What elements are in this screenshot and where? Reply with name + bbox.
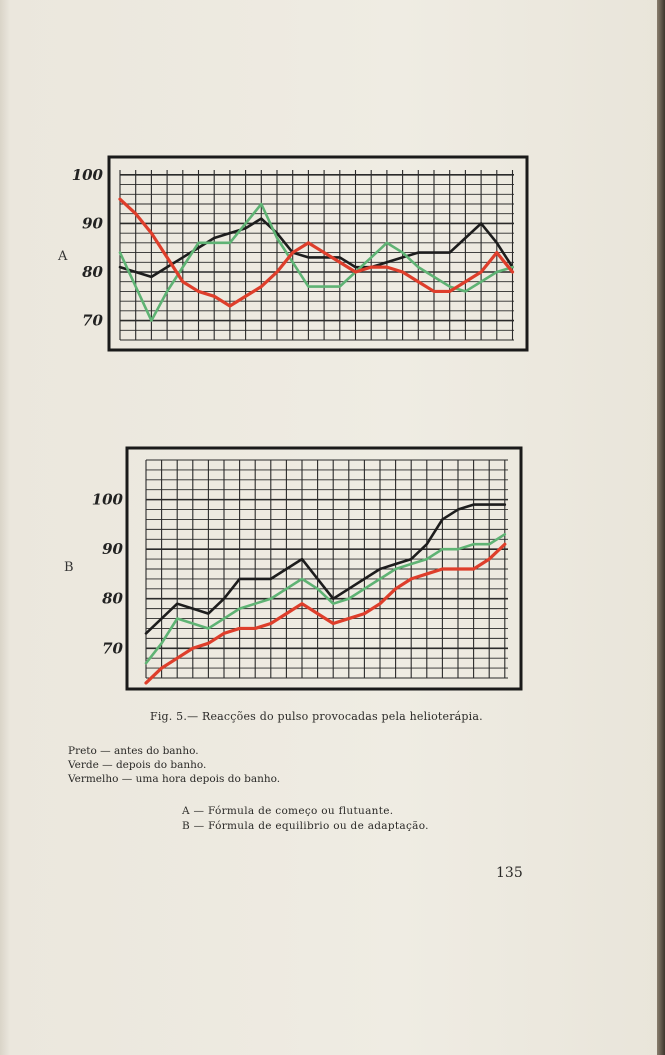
y-tick-label: 90	[102, 540, 123, 559]
chart-b-panel-label: B	[64, 560, 74, 575]
y-tick-label: 70	[102, 639, 123, 658]
formula-b: B — Fórmula de equilibrio ou de adaptação.	[182, 820, 429, 832]
figure-caption: Fig. 5.— Reacções do pulso provocadas pela helioterápia.	[150, 710, 483, 723]
series-line-red	[146, 544, 505, 683]
y-tick-label: 70	[82, 311, 103, 330]
formula-a: A — Fórmula de começo ou flutuante.	[182, 805, 394, 817]
legend-green: Verde — depois do banho.	[68, 759, 207, 771]
y-tick-label: 80	[102, 589, 123, 608]
legend-red: Vermelho — uma hora depois do banho.	[68, 773, 281, 785]
chart-a-panel-label: A	[58, 249, 68, 264]
y-tick-label: 80	[82, 263, 103, 281]
y-tick-label: 90	[82, 214, 103, 233]
y-tick-label: 100	[91, 490, 123, 509]
page-number: 135	[496, 865, 523, 881]
legend-black: Preto — antes do banho.	[68, 745, 199, 757]
y-tick-label: 100	[71, 165, 103, 184]
